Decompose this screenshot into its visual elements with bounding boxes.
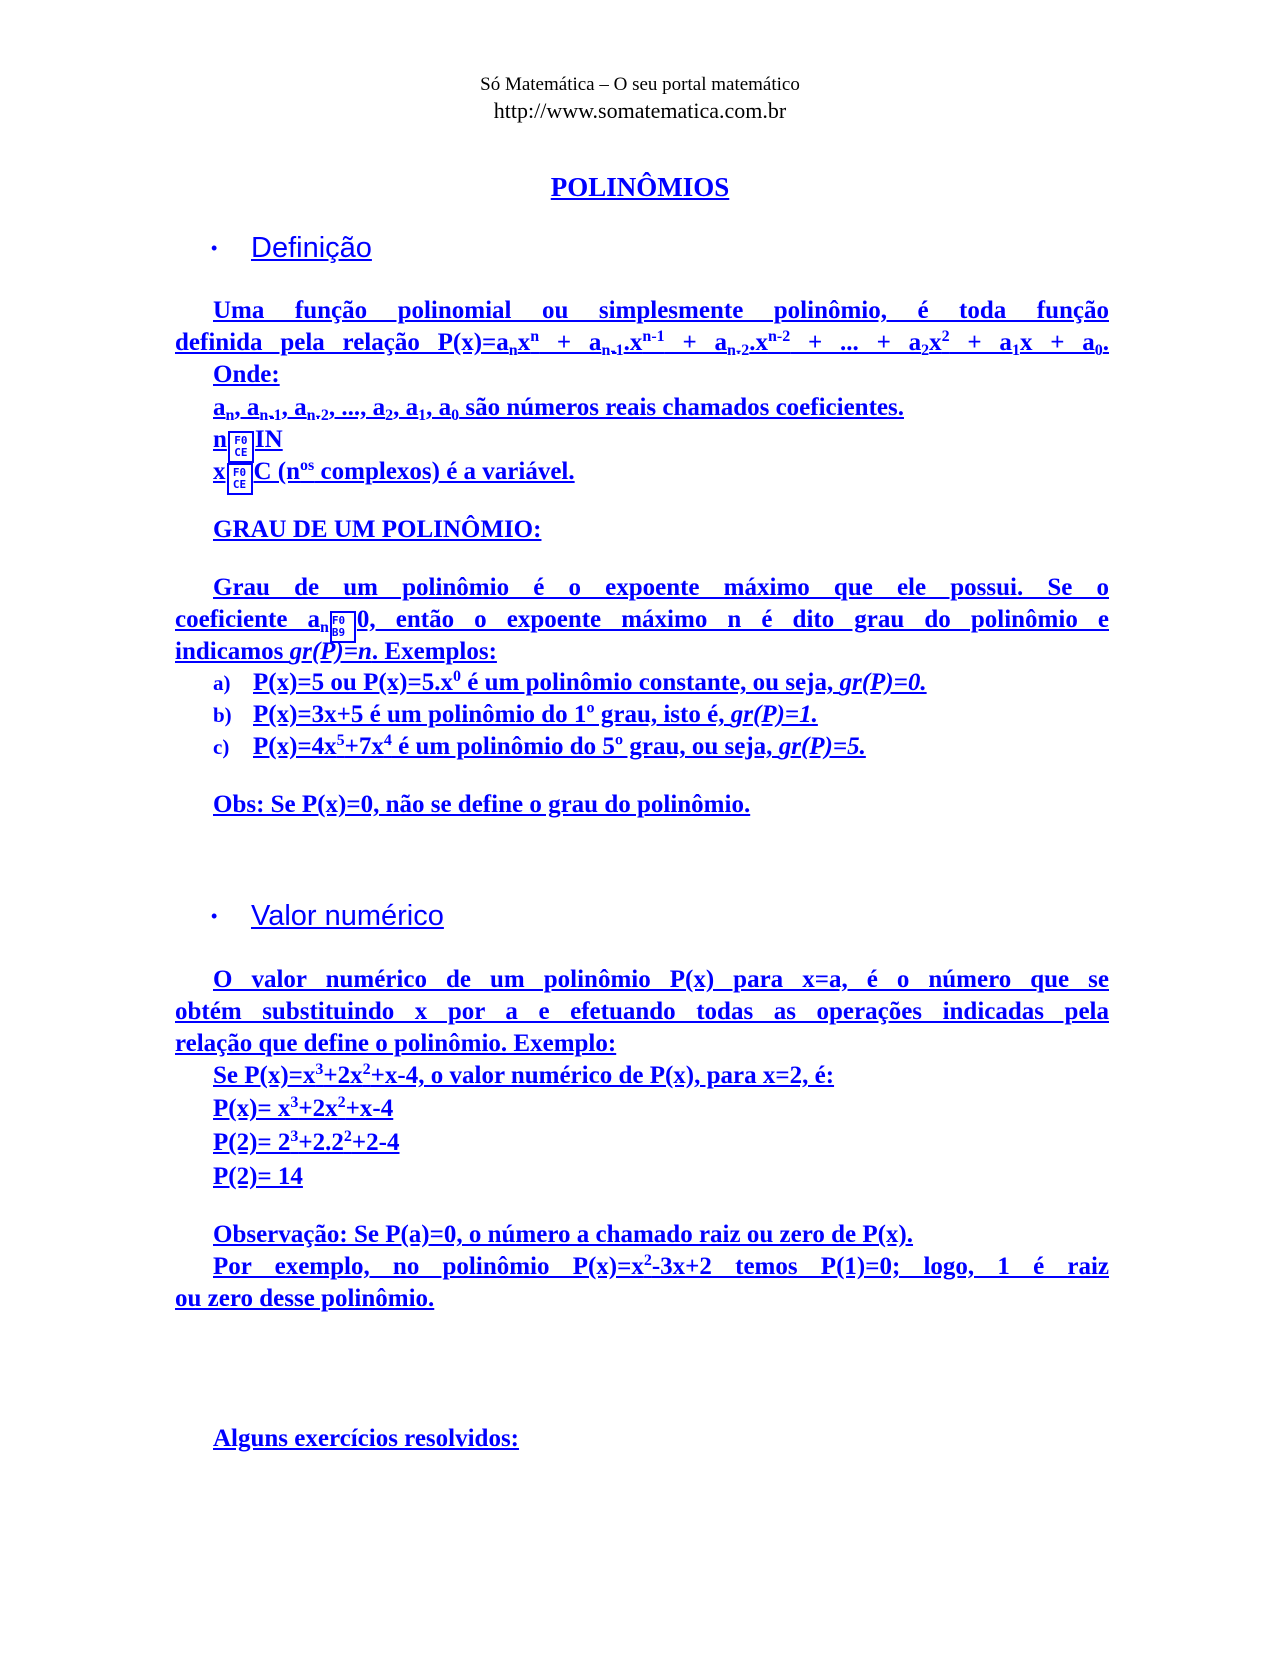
grau-paragraph-line1: Grau de um polinômio é o expoente máximo que ele possui. Se o	[213, 574, 1109, 601]
grau-paragraph-line2: coeficiente $a_n$ F0 B9 0, então o expoente máximo n é dito grau do polinômio e	[175, 605, 1109, 643]
list-item-label: b)	[213, 703, 232, 727]
list-item-label: c)	[213, 735, 230, 759]
valor-example-line1: Por exemplo, no polinômio $P(x)=x^2-3x+2$ temos P(1)=0; logo, 1 é raiz	[213, 1252, 1109, 1280]
list-item	[213, 701, 818, 729]
section-definicao	[211, 232, 372, 265]
header-site: Só Matemática – O seu portal matemático	[480, 74, 800, 95]
valor-step-3: P(2)= 14	[213, 1163, 303, 1190]
list-item	[213, 733, 866, 761]
grau-obs: Obs: Se P(x)=0, não se define o grau do polinômio.	[213, 791, 751, 818]
missing-symbol-glyph-icon: F0 CE	[227, 463, 253, 495]
bullet-icon: •	[211, 906, 218, 926]
valor-paragraph-line2: obtém substituindo x por a e efetuando todas as operações indicadas pela	[175, 998, 1109, 1025]
list-item	[213, 669, 927, 697]
def-paragraph-line1: Uma função polinomial ou simplesmente polinômio, é toda função	[213, 297, 1109, 324]
valor-paragraph-line3: relação que define o polinômio. Exemplo:	[175, 1030, 617, 1057]
grau-paragraph-line3: indicamos gr(P)=n. Exemplos:	[175, 638, 497, 665]
valor-example-line2: ou zero desse polinômio.	[175, 1285, 435, 1312]
def-onde: Onde:	[213, 361, 280, 388]
valor-example: Se $P(x)=x^3+2x^2+x-4$, o valor numérico de P(x), para x=2, é:	[213, 1061, 835, 1089]
def-coefficients: $a_n$, $a_{n-1}$, $a_{n-2}$, ..., $a_2$, $a_1$, $a_0$ são números reais chamados coeficientes.	[213, 394, 904, 424]
list-item-text: P(x)=3x+5 é um polinômio do 1º grau, isto é, gr(P)=1.	[253, 701, 818, 728]
list-item-text: P(x)=5 ou $P(x)=5.x^0$ é um polinômio constante, ou seja, gr(P)=0.	[253, 668, 927, 696]
list-item-label: a)	[213, 671, 231, 695]
section-valor-numerico	[211, 900, 444, 933]
valor-observacao: Observação: Se P(a)=0, o número a chamado raiz ou zero de P(x).	[213, 1221, 914, 1248]
def-paragraph-line2: definida pela relação $P(x)=a_nx^n + a_{n-1}.x^{n-1} + a_{n-2}.x^{n-2}$ + ... + $a_2x^2 + a_1x + a_0$.	[175, 328, 1110, 359]
page-title: POLINÔMIOS	[550, 172, 730, 202]
section-title: Definição	[251, 232, 372, 264]
exercicios-heading: Alguns exercícios resolvidos:	[213, 1425, 520, 1452]
header-url[interactable]: http://www.somatematica.com.br	[493, 98, 787, 123]
def-x-in-C: x F0 CE C ($n^{os}$ complexos) é a variável.	[213, 457, 575, 495]
valor-step-1: $P(x)= x^3+2x^2+x-4$	[213, 1094, 394, 1122]
missing-symbol-glyph-icon: F0 CE	[228, 431, 254, 463]
bullet-icon: •	[211, 238, 218, 258]
list-item-text: $P(x)=4x^5+7x^4$ é um polinômio do 5º grau, ou seja, gr(P)=5.	[253, 732, 866, 760]
def-n-in-IN: n F0 CE IN	[213, 425, 283, 463]
valor-step-2: $P(2)= 2^3+2.2^2+2-4$	[213, 1128, 400, 1156]
missing-symbol-glyph-icon: F0 B9	[330, 611, 356, 643]
valor-paragraph-line1: O valor numérico de um polinômio P(x) para x=a, é o número que se	[213, 966, 1109, 993]
section-title: Valor numérico	[251, 900, 444, 932]
grau-heading: GRAU DE UM POLINÔMIO:	[213, 516, 542, 543]
